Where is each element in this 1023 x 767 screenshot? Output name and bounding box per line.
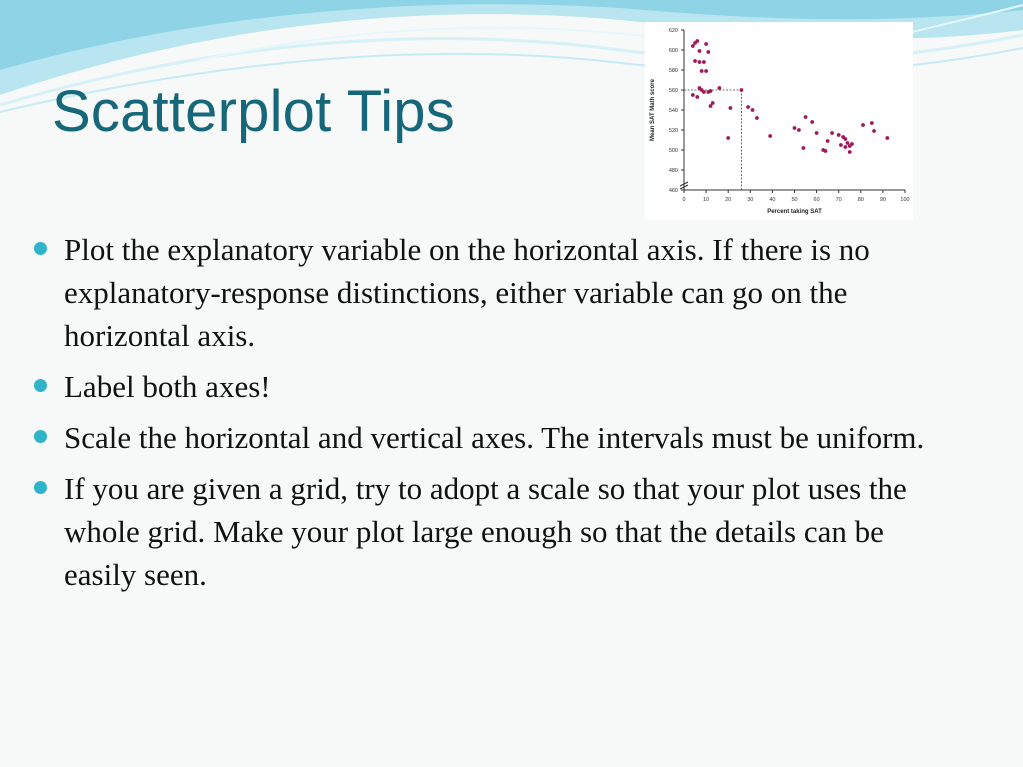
x-tick-label: 10 [703,197,710,203]
x-tick-label: 40 [769,197,776,203]
data-point [706,50,710,54]
bullet-text: Label both axes! [64,369,271,404]
data-point [843,145,847,149]
data-point [839,143,843,147]
data-point [698,60,702,64]
data-point [695,95,699,99]
y-tick-label: 580 [668,68,678,74]
x-tick-label: 50 [791,197,798,203]
data-point [709,89,713,93]
data-point [768,134,772,138]
bullet-icon [34,481,47,494]
bullet-item [34,467,939,596]
data-point [702,60,706,64]
data-point [695,39,699,43]
data-point [885,136,889,140]
bullet-text: If you are given a grid, try to adopt a scale so that your plot uses the whole grid. Make your plot large enough so that the details can be easily seen. [64,471,907,592]
y-tick-label: 540 [668,108,678,114]
x-tick-label: 100 [900,197,910,203]
bullet-list [34,228,939,604]
data-point [700,69,704,73]
bullet-text: Scale the horizontal and vertical axes. The intervals must be uniform. [64,420,925,455]
data-point [704,42,708,46]
x-tick-label: 20 [725,197,732,203]
bullet-item [34,228,939,357]
y-tick-label: 620 [668,28,678,34]
data-point [726,136,730,140]
scatterplot-figure [645,22,913,220]
bullet-icon [34,379,47,392]
data-point [751,108,755,112]
data-point [824,149,828,153]
y-tick-label: 500 [668,148,678,154]
data-point [717,86,721,90]
data-point [711,101,715,105]
data-point [793,126,797,130]
bullet-item [34,365,939,408]
bullet-icon [34,242,47,255]
data-point [755,116,759,120]
data-point [848,150,852,154]
data-point [870,121,874,125]
bullet-item [34,416,939,459]
y-tick-label: 600 [668,48,678,54]
data-point [850,142,854,146]
bullet-text: Plot the explanatory variable on the horizontal axis. If there is no explanatory-response distinctions, either variable can go on the horizontal axis. [64,232,870,353]
x-tick-label: 60 [813,197,820,203]
data-point [815,131,819,135]
x-tick-label: 90 [879,197,886,203]
data-point [861,123,865,127]
data-point [830,131,834,135]
data-point [702,90,706,94]
bullet-icon [34,430,47,443]
scatterplot-svg [645,22,913,220]
slide-title: Scatterplot Tips [52,79,455,144]
data-point [746,105,750,109]
data-point [797,128,801,132]
y-tick-label: 460 [668,188,678,194]
data-point [843,137,847,141]
data-point [704,69,708,73]
y-tick-label: 560 [668,88,678,94]
data-point [698,49,702,53]
x-tick-label: 80 [857,197,864,203]
x-axis-label: Percent taking SAT [767,209,822,215]
x-tick-label: 70 [835,197,842,203]
x-tick-label: 0 [682,197,686,203]
data-point [693,59,697,63]
data-point [837,133,841,137]
data-point [872,129,876,133]
x-tick-label: 30 [747,197,754,203]
y-tick-label: 520 [668,128,678,134]
data-point [691,93,695,97]
data-point [740,88,744,92]
data-point [804,115,808,119]
data-point [729,106,733,110]
y-axis-label: Mean SAT Math score [650,79,656,141]
data-point [826,139,830,143]
data-point [801,146,805,150]
data-point [810,120,814,124]
y-tick-label: 480 [668,168,678,174]
